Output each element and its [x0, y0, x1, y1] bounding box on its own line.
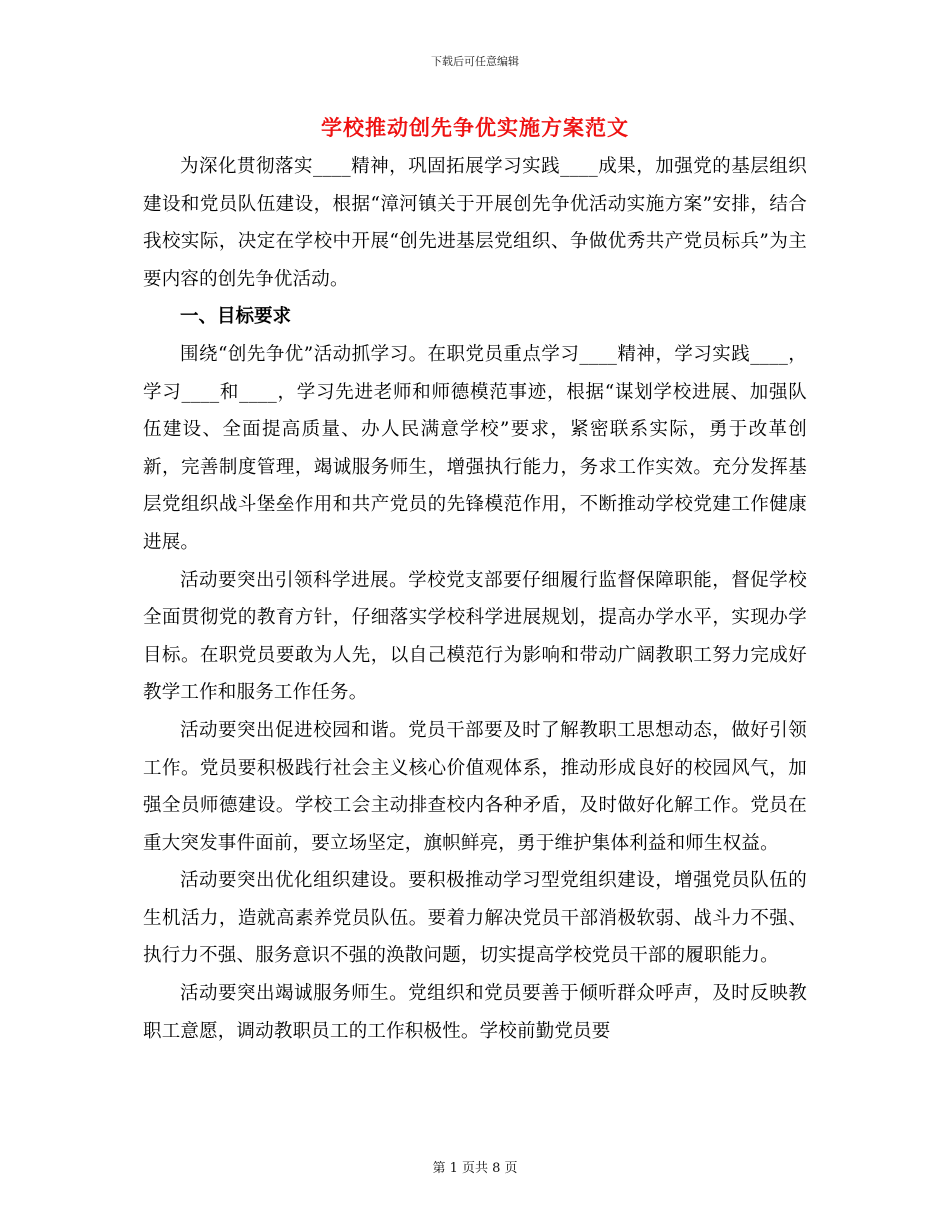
section-heading-goals: 一、目标要求 [180, 306, 292, 328]
paragraph-campus-harmony: 活动要突出促进校园和谐。党员干部要及时了解教职工思想动态，做好引领工作。党员要积极践行社会主义核心价值观体系，推动形成良好的校园风气，加强全员师德建设。学校工会主动排查校内各种矛盾，及时做好化解工作。党员在重大突发事件面前，要立场坚定，旗帜鲜亮，勇于维护集体利益和师生权益。 [143, 719, 807, 854]
paragraph-intro: 为深化贯彻落实____精神，巩固拓展学习实践____成果，加强党的基层组织建设和党员队伍建设，根据“漳河镇关于开展创先争优活动实施方案”安排，结合我校实际，决定在学校中开展“创先进基层党组织、争做优秀共产党员标兵”为主要内容的创先争优活动。 [143, 156, 807, 290]
paragraph-organization: 活动要突出优化组织建设。要积极推动学习型党组织建设，增强党员队伍的生机活力，造就高素养党员队伍。要着力解决党员干部消极软弱、战斗力不强、执行力不强、服务意识不强的涣散问题，切实提高学校党员干部的履职能力。 [143, 870, 807, 967]
paragraph-science-development: 活动要突出引领科学进展。学校党支部要仔细履行监督保障职能，督促学校全面贯彻党的教育方针，仔细落实学校科学进展规划，提高办学水平，实现办学目标。在职党员要敢为人先，以自己模范行为影响和带动广阔教职工努力完成好教学工作和服务工作任务。 [143, 569, 807, 704]
document-title: 学校推动创先争优实施方案范文 [321, 115, 629, 140]
paragraph-study: 围绕“创先争优”活动抓学习。在职党员重点学习____精神，学习实践____，学习____和____，学习先进老师和师德模范事迹，根据“谋划学校进展、加强队伍建设、全面提高质量、办人民满意学校”要求，紧密联系实际，勇于改革创新，完善制度管理，竭诚服务师生，增强执行能力，务求工作实效。充分发挥基层党组织战斗堡垒作用和共产党员的先锋模范作用，不断推动学校党建工作健康进展。 [143, 343, 807, 553]
page-header: 下载后可任意编辑 [431, 55, 519, 68]
page-footer: 第 1 页共 8 页 [432, 1161, 518, 1176]
document-body [143, 148, 807, 1050]
paragraph-service: 活动要突出竭诚服务师生。党组织和党员要善于倾听群众呼声，及时反映教职工意愿，调动教职员工的工作积极性。学校前勤党员要 [143, 983, 807, 1042]
